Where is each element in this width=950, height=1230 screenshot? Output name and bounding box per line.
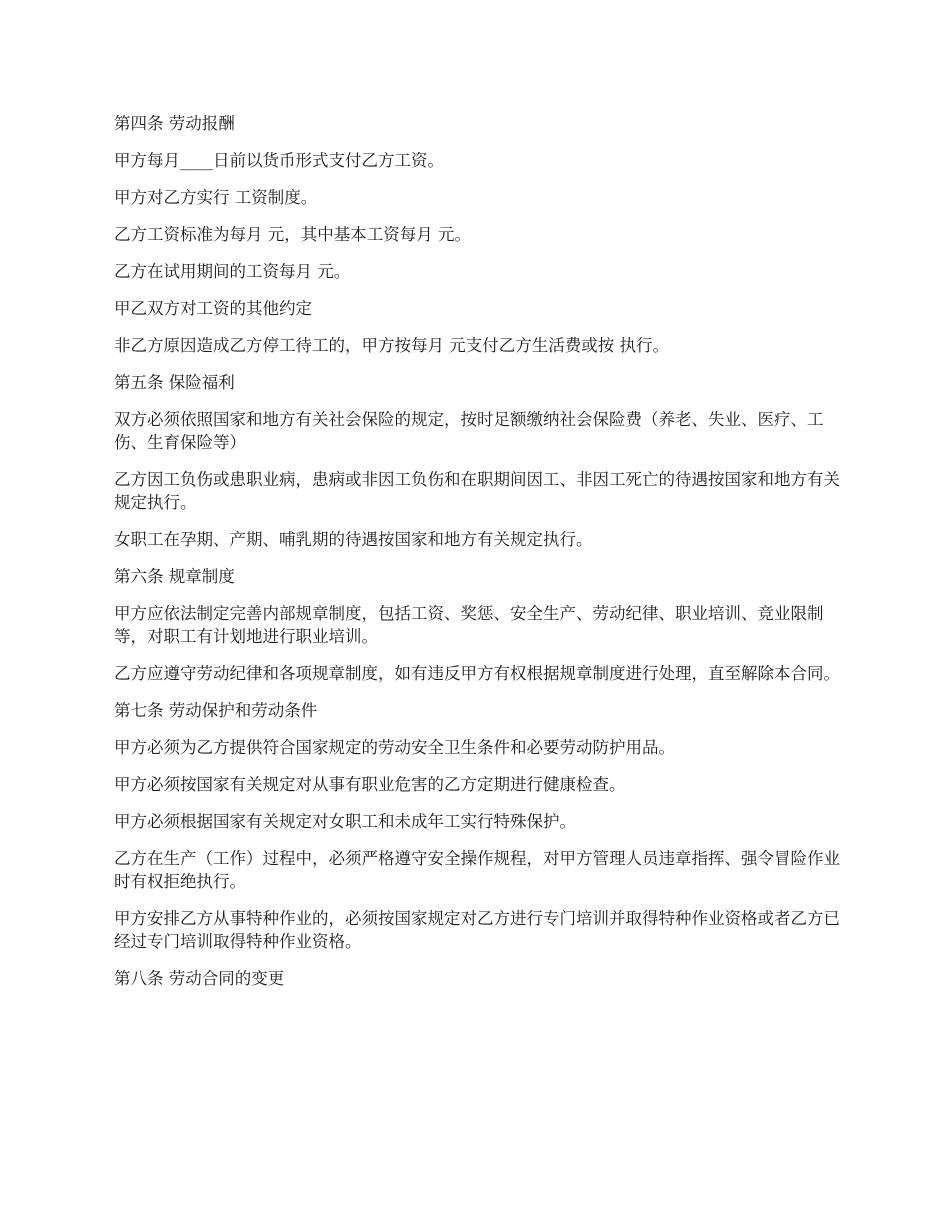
section-heading-article-8: 第八条 劳动合同的变更 [114, 969, 285, 988]
paragraph: 甲方应依法制定完善内部规章制度，包括工资、奖惩、安全生产、劳动纪律、职业培训、竞业限制等，对职工有计划地进行职业培训。 [114, 604, 824, 646]
paragraph: 乙方在生产（工作）过程中，必须严格遵守安全操作规程，对甲方管理人员违章指挥、强令冒险作业时有权拒绝执行。 [114, 849, 840, 891]
section-heading-article-7: 第七条 劳动保护和劳动条件 [114, 701, 318, 720]
paragraph: 双方必须依照国家和地方有关社会保险的规定，按时足额缴纳社会保险费（养老、失业、医疗、工伤、生育保险等） [114, 410, 824, 452]
paragraph: 女职工在孕期、产期、哺乳期的待遇按国家和地方有关规定执行。 [114, 530, 593, 549]
section-heading-article-5: 第五条 保险福利 [114, 373, 235, 392]
paragraph: 乙方因工负伤或患职业病，患病或非因工负伤和在职期间因工、非因工死亡的待遇按国家和地方有关规定执行。 [114, 470, 840, 512]
paragraph: 甲乙双方对工资的其他约定 [114, 299, 312, 318]
paragraph: 甲方对乙方实行 工资制度。 [114, 188, 318, 207]
paragraph: 非乙方原因造成乙方停工待工的，甲方按每月 元支付乙方生活费或按 执行。 [114, 336, 669, 355]
section-heading-article-6: 第六条 规章制度 [114, 567, 235, 586]
paragraph: 甲方必须按国家有关规定对从事有职业危害的乙方定期进行健康检查。 [114, 775, 626, 794]
paragraph: 甲方安排乙方从事特种作业的，必须按国家规定对乙方进行专门培训并取得特种作业资格或者乙方已经过专门培训取得特种作业资格。 [114, 909, 840, 951]
section-heading-article-4: 第四条 劳动报酬 [114, 114, 235, 133]
document-body [114, 112, 844, 1004]
paragraph: 甲方必须根据国家有关规定对女职工和未成年工实行特殊保护。 [114, 812, 576, 831]
paragraph: 乙方工资标准为每月 元，其中基本工资每月 元。 [114, 225, 471, 244]
paragraph: 乙方在试用期间的工资每月 元。 [114, 262, 351, 281]
paragraph: 甲方每月____日前以货币形式支付乙方工资。 [114, 151, 444, 170]
paragraph: 乙方应遵守劳动纪律和各项规章制度，如有违反甲方有权根据规章制度进行处理，直至解除本合同。 [114, 664, 840, 683]
paragraph: 甲方必须为乙方提供符合国家规定的劳动安全卫生条件和必要劳动防护用品。 [114, 738, 675, 757]
